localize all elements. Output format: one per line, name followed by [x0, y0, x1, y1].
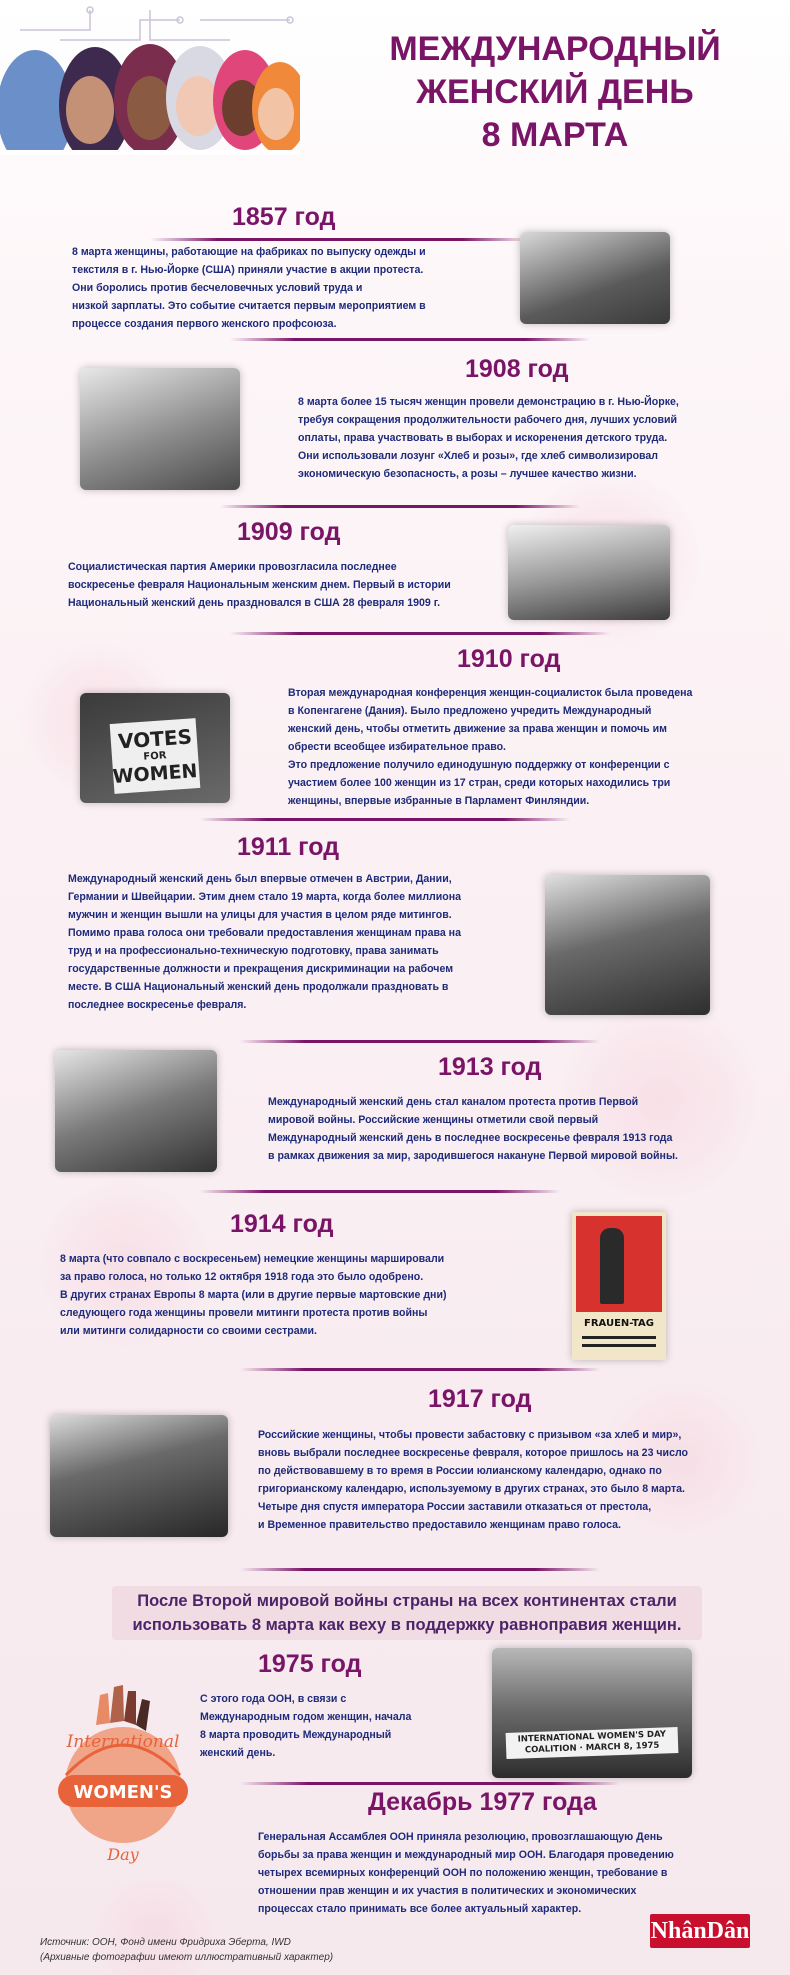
- womens-day-badge: [48, 1675, 198, 1865]
- section-divider: [240, 1040, 600, 1043]
- text-line: государственные должности и прекращения дискриминации на рабочем: [68, 963, 454, 975]
- year-heading-1975: 1975 год: [258, 1650, 362, 1678]
- text-line: Национальный женский день праздновался в США 28 февраля 1909 г.: [68, 597, 441, 609]
- text-line: 8 марта женщины, работающие на фабриках по выпуску одежды и: [72, 246, 426, 258]
- text-line: Международный женский день в последнее воскресенье февраля 1913 года: [268, 1132, 673, 1144]
- march-banner-text: INTERNATIONAL WOMEN'S DAY COALITION · MARCH 8, 1975: [517, 1729, 667, 1756]
- title-line: МЕЖДУНАРОДНЫЙ: [389, 30, 721, 68]
- source-line: (Архивные фотографии имеют иллюстративный характер): [40, 1952, 334, 1963]
- text-line: Они использовали лозунг «Хлеб и розы», где хлеб символизировал: [298, 450, 659, 462]
- year-heading-1908: 1908 год: [465, 355, 569, 383]
- archive-photo-1917: [50, 1415, 228, 1537]
- section-divider: [200, 818, 570, 821]
- badge-line3: Day: [107, 1845, 139, 1864]
- section-divider: [240, 1782, 620, 1785]
- event-text-1914: [60, 1250, 500, 1340]
- text-line: Международный женский день был впервые отмечен в Австрии, Дании,: [68, 873, 452, 885]
- source-note: [40, 1935, 333, 1965]
- event-text-1909: [68, 558, 498, 612]
- text-line: в Копенгагене (Дания). Было предложено учредить Международный: [288, 705, 652, 717]
- text-line: женский день, чтобы отметить движение за права женщин и помочь им: [288, 723, 667, 735]
- text-line: 8 марта более 15 тысяч женщин провели демонстрацию в г. Нью-Йорке,: [298, 396, 679, 408]
- text-line: 8 марта (что совпало с воскресеньем) немецкие женщины маршировали: [60, 1253, 445, 1265]
- year-heading-1910: 1910 год: [457, 645, 561, 673]
- source-line: Источник: ООН, Фонд имени Фридриха Эберта, IWD: [40, 1937, 291, 1948]
- text-line: Помимо права голоса они требовали предоставления женщинам права на: [68, 927, 461, 939]
- text-line: и Временное правительство предоставило женщинам право голоса.: [258, 1519, 621, 1531]
- text-line: процессах стало принимать все более актуальный характер.: [258, 1903, 582, 1915]
- sign-text: WOMEN: [111, 760, 199, 788]
- text-line: женский день.: [200, 1747, 276, 1759]
- badge-line1: International: [66, 1732, 180, 1752]
- archive-photo-1909: [508, 525, 670, 620]
- text-line: последнее воскресенье февраля.: [68, 999, 247, 1011]
- sign-text: VOTES: [117, 724, 193, 754]
- section-divider: [150, 238, 530, 241]
- text-line: экономическую безопасность, а розы – лучшее качество жизни.: [298, 468, 637, 480]
- text-line: за право голоса, но только 12 октября 1918 года это было одобрено.: [60, 1271, 424, 1283]
- text-line: вновь выбрали последнее воскресенье февраля, которое пришлось на 23 число: [258, 1447, 689, 1459]
- archive-photo-1911: [545, 875, 710, 1015]
- text-line: Социалистическая партия Америки провозгласила последнее: [68, 561, 397, 573]
- text-line: следующего года женщины провели митинги протеста против войны: [60, 1307, 428, 1319]
- year-heading-1914: 1914 год: [230, 1210, 334, 1238]
- text-line: григорианскому календарю, используемому в других странах, это было 8 марта.: [258, 1483, 685, 1495]
- event-text-1857: [72, 243, 492, 333]
- section-divider: [240, 1368, 600, 1371]
- archive-photo-1913: [55, 1050, 217, 1172]
- event-text-1911: [68, 870, 508, 1014]
- women-faces-illustration: [0, 0, 300, 155]
- year-heading-1913: 1913 год: [438, 1053, 542, 1081]
- banner-line: После Второй мировой войны страны на всех континентах стали: [137, 1592, 677, 1610]
- archive-photo-1857: [520, 232, 670, 324]
- text-line: Международный женский день стал каналом протеста против Первой: [268, 1096, 639, 1108]
- text-line: борьбы за права женщин и международный мир ООН. Благодаря проведению: [258, 1849, 674, 1861]
- text-line: Российские женщины, чтобы провести забастовку с призывом «за хлеб и мир»,: [258, 1429, 682, 1441]
- year-heading-1917: 1917 год: [428, 1385, 532, 1413]
- text-line: Германии и Швейцарии. Этим днем стало 19 марта, когда более миллиона: [68, 891, 462, 903]
- text-line: отношении прав женщин и их участия в политических и экономических: [258, 1885, 637, 1897]
- text-line: месте. В США Национальный женский день продолжали праздновать в: [68, 981, 449, 993]
- text-line: процессе создания первого женского профсоюза.: [72, 318, 337, 330]
- text-line: Они боролись против бесчеловечных условий труда и: [72, 282, 363, 294]
- text-line: Международным годом женщин, начала: [200, 1711, 412, 1723]
- title-line: ЖЕНСКИЙ ДЕНЬ: [416, 73, 694, 111]
- banner-line: использовать 8 марта как веху в поддержку равноправия женщин.: [132, 1616, 682, 1634]
- section-divider: [200, 1190, 560, 1193]
- year-heading-1909: 1909 год: [237, 518, 341, 546]
- title-line: 8 МАРТА: [481, 116, 629, 154]
- text-line: С этого года ООН, в связи с: [200, 1693, 347, 1705]
- text-line: Генеральная Ассамблея ООН приняла резолюцию, провозглашающую День: [258, 1831, 663, 1843]
- event-text-1913: [268, 1093, 748, 1165]
- event-text-1910: [288, 684, 748, 810]
- year-heading-1911: 1911 год: [237, 833, 340, 861]
- text-line: труд и на профессионально-техническую подготовку, права занимать: [68, 945, 439, 957]
- text-line: оплаты, права участвовать в выборах и искоренения детского труда.: [298, 432, 668, 444]
- text-line: женщины, впервые избранные в Парламент Финляндии.: [288, 795, 590, 807]
- page-title: [330, 28, 780, 157]
- text-line: четырех всемирных конференций ООН по положению женщин, требование в: [258, 1867, 668, 1879]
- text-line: по действовавшему в то время в России юлианскому календарю, однако по: [258, 1465, 662, 1477]
- event-text-1977: [258, 1828, 758, 1918]
- event-text-1917: [258, 1426, 758, 1534]
- highlight-banner: [112, 1589, 702, 1637]
- sign-text: FOR: [143, 750, 167, 763]
- section-divider: [220, 505, 580, 508]
- year-heading-1977: Декабрь 1977 года: [368, 1788, 597, 1816]
- poster-title: FRAUEN-TAG: [584, 1318, 654, 1329]
- text-line: Вторая международная конференция женщин-социалисток была проведена: [288, 687, 693, 699]
- text-line: обрести всеобщее избирательное право.: [288, 741, 506, 753]
- nhandan-logo: NhânDân: [650, 1914, 750, 1948]
- event-text-1975: [200, 1690, 460, 1762]
- text-line: мировой войны. Российские женщины отметили свой первый: [268, 1114, 599, 1126]
- badge-line2: WOMEN'S: [73, 1782, 173, 1803]
- text-line: или митинги солидарности со своими сестрами.: [60, 1325, 317, 1337]
- archive-photo-1908: [80, 368, 240, 490]
- text-line: В других странах Европы 8 марта (или в другие первые мартовские дни): [60, 1289, 447, 1301]
- section-divider: [230, 338, 590, 341]
- archive-photo-1910: [80, 693, 230, 803]
- text-line: низкой зарплаты. Это событие считается первым мероприятием в: [72, 300, 426, 312]
- frauentag-poster: [572, 1212, 666, 1360]
- text-line: Это предложение получило единодушную поддержку от конференции с: [288, 759, 670, 771]
- text-line: 8 марта проводить Международный: [200, 1729, 392, 1741]
- event-text-1908: [298, 393, 738, 483]
- text-line: в рамках движения за мир, зародившегося накануне Первой мировой войны.: [268, 1150, 678, 1162]
- year-heading-1857: 1857 год: [232, 203, 336, 231]
- section-divider: [230, 632, 610, 635]
- text-line: участием более 100 женщин из 17 стран, среди которых находились три: [288, 777, 671, 789]
- section-divider: [240, 1568, 600, 1571]
- archive-photo-1975: [492, 1648, 692, 1778]
- text-line: воскресенье февраля Национальным женским днем. Первый в истории: [68, 579, 451, 591]
- text-line: текстиля в г. Нью-Йорке (США) приняли участие в акции протеста.: [72, 264, 424, 276]
- text-line: Четыре дня спустя императора России заставили отказаться от престола,: [258, 1501, 652, 1513]
- text-line: мужчин и женщин вышли на улицы для участия в целом ряде митингов.: [68, 909, 452, 921]
- text-line: требуя сокращения продолжительности рабочего дня, лучших условий: [298, 414, 678, 426]
